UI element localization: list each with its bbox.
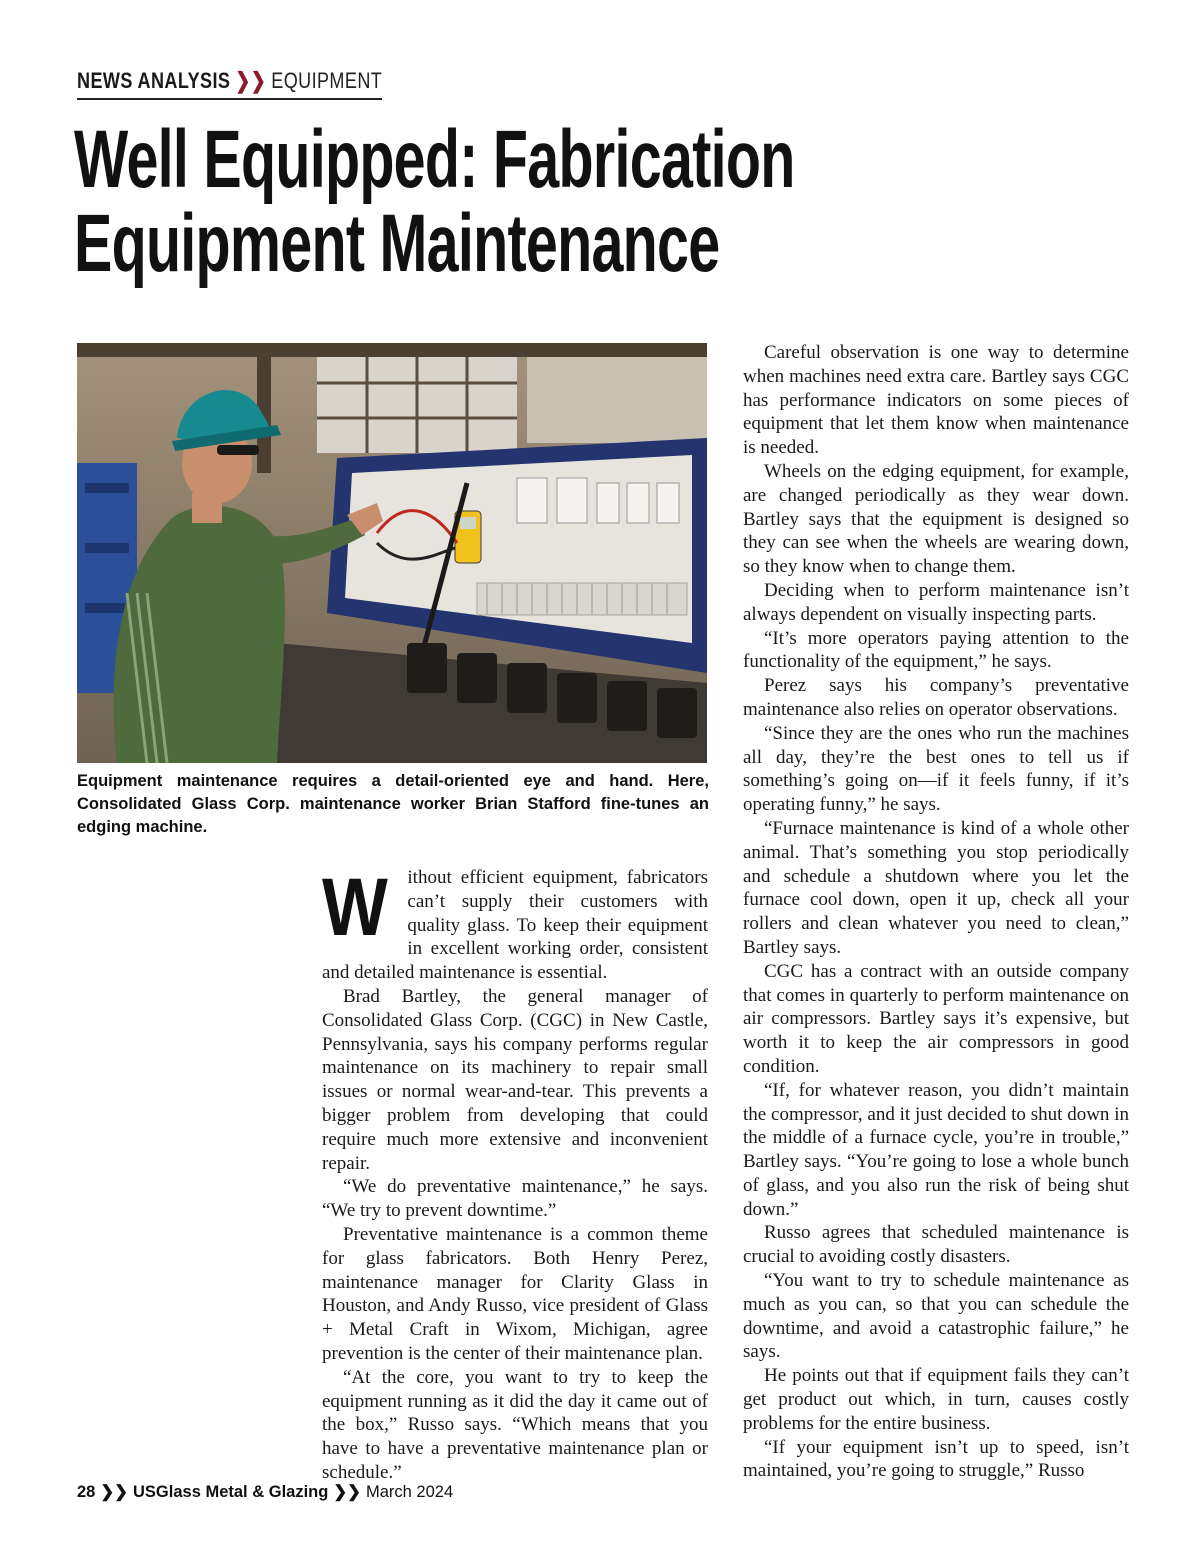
magazine-name: USGlass Metal & Glazing xyxy=(133,1483,329,1501)
body-paragraph: “If, for whatever reason, you didn’t maintain the compressor, and it just decided to shut down in the middle of a furnace cycle, you’re in trouble,” Bartley says. “You’re going to lose a whole bunch of glass, and you also run the risk of being shut down.” xyxy=(743,1079,1129,1220)
article-column-middle xyxy=(322,862,708,1485)
body-paragraph: “At the core, you want to try to keep the equipment running as it did the day it came out of the box,” Russo says. “Which means that you have to have a preventative maintenance plan or schedule.” xyxy=(322,1366,708,1483)
footer-separator-icon: ❯❯ xyxy=(100,1483,129,1501)
headline-line-2: Equipment Maintenance xyxy=(74,198,720,289)
body-paragraph: Wheels on the edging equipment, for example, are changed periodically as they wear down. Bartley says that the equipment is designed so they can see when the wheels are wearing down, so they know when to change them. xyxy=(743,460,1129,578)
body-paragraph: Deciding when to perform maintenance isn’t always dependent on visually inspecting parts. xyxy=(743,579,1129,625)
footer-separator-icon: ❯❯ xyxy=(333,1483,361,1501)
section-label: NEWS ANALYSIS xyxy=(77,68,231,93)
body-paragraph: “If your equipment isn’t up to speed, isn’t maintained, you’re going to struggle,” Russo xyxy=(743,1436,1129,1482)
body-paragraph: “It’s more operators paying attention to the functionality of the equipment,” he says. xyxy=(743,627,1129,673)
article-headline xyxy=(74,114,795,289)
lead-paragraph xyxy=(322,862,708,985)
subsection-label: EQUIPMENT xyxy=(271,68,383,93)
body-paragraph: Brad Bartley, the general manager of Consolidated Glass Corp. (CGC) in New Castle, Pennsylvania, says his company performs regular maintenance on its machinery to repair small issues or normal wear-and-tear. This prevents a bigger problem from developing that could require much more extensive and inconvenient repair. xyxy=(322,985,708,1174)
headline-line-1: Well Equipped: Fabrication xyxy=(74,114,795,205)
body-paragraph: Russo agrees that scheduled maintenance is crucial to avoiding costly disasters. xyxy=(743,1222,1129,1268)
photo-icon xyxy=(77,343,707,763)
article-photo xyxy=(77,343,707,763)
kicker-separator-icon: ❯❯ xyxy=(235,68,267,93)
photo-caption: Equipment maintenance requires a detail-oriented eye and hand. Here, Consolidated Glass Corp. maintenance worker Brian Stafford fine-tunes an edging machine. xyxy=(77,772,709,836)
lead-text: ithout efficient equipment, fabricators can’t supply their customers with quality glass. To keep their equipment in excellent working order, consistent and detailed maintenance is essential. xyxy=(322,867,708,984)
page-footer xyxy=(77,1482,453,1502)
issue-date: March 2024 xyxy=(365,1483,454,1501)
page-number: 28 xyxy=(77,1483,96,1501)
article-column-right xyxy=(743,341,1129,1483)
body-paragraph: CGC has a contract with an outside company that comes in quarterly to perform maintenance on air compressors. Bartley says it’s expensive, but worth it to keep the air compressors in good condition. xyxy=(743,960,1129,1077)
body-paragraph: “We do preventative maintenance,” he says. “We try to prevent downtime.” xyxy=(322,1176,708,1222)
body-paragraph: Preventative maintenance is a common theme for glass fabricators. Both Henry Perez, maintenance manager for Clarity Glass in Houston, and Andy Russo, vice president of Glass + Metal Craft in Wixom, Michigan, agree prevention is the center of their maintenance plan. xyxy=(322,1223,708,1364)
body-paragraph: He points out that if equipment fails they can’t get product out which, in turn, causes costly problems for the entire business. xyxy=(743,1365,1129,1434)
body-paragraph: Perez says his company’s preventative maintenance also relies on operator observations. xyxy=(743,675,1129,720)
body-paragraph: Careful observation is one way to determine when machines need extra care. Bartley says CGC has performance indicators on some pieces of equipment that let them know when maintenance is needed. xyxy=(743,342,1129,459)
section-kicker xyxy=(77,68,382,100)
body-paragraph: “Since they are the ones who run the machines all day, they’re the best ones to tell us if something’s going on—if it feels funny, if it’s operating funny,” he says. xyxy=(743,722,1129,816)
drop-cap: W xyxy=(322,862,388,953)
body-paragraph: “Furnace maintenance is kind of a whole other animal. That’s something you stop periodically and schedule a shutdown where you let the furnace cool down, open it up, check all your rollers and clean whatever you need to clean,” Bartley says. xyxy=(743,817,1129,958)
body-paragraph: “You want to try to schedule maintenance as much as you can, so that you can schedule the downtime, and avoid a catastrophic failure,” he says. xyxy=(743,1270,1129,1363)
